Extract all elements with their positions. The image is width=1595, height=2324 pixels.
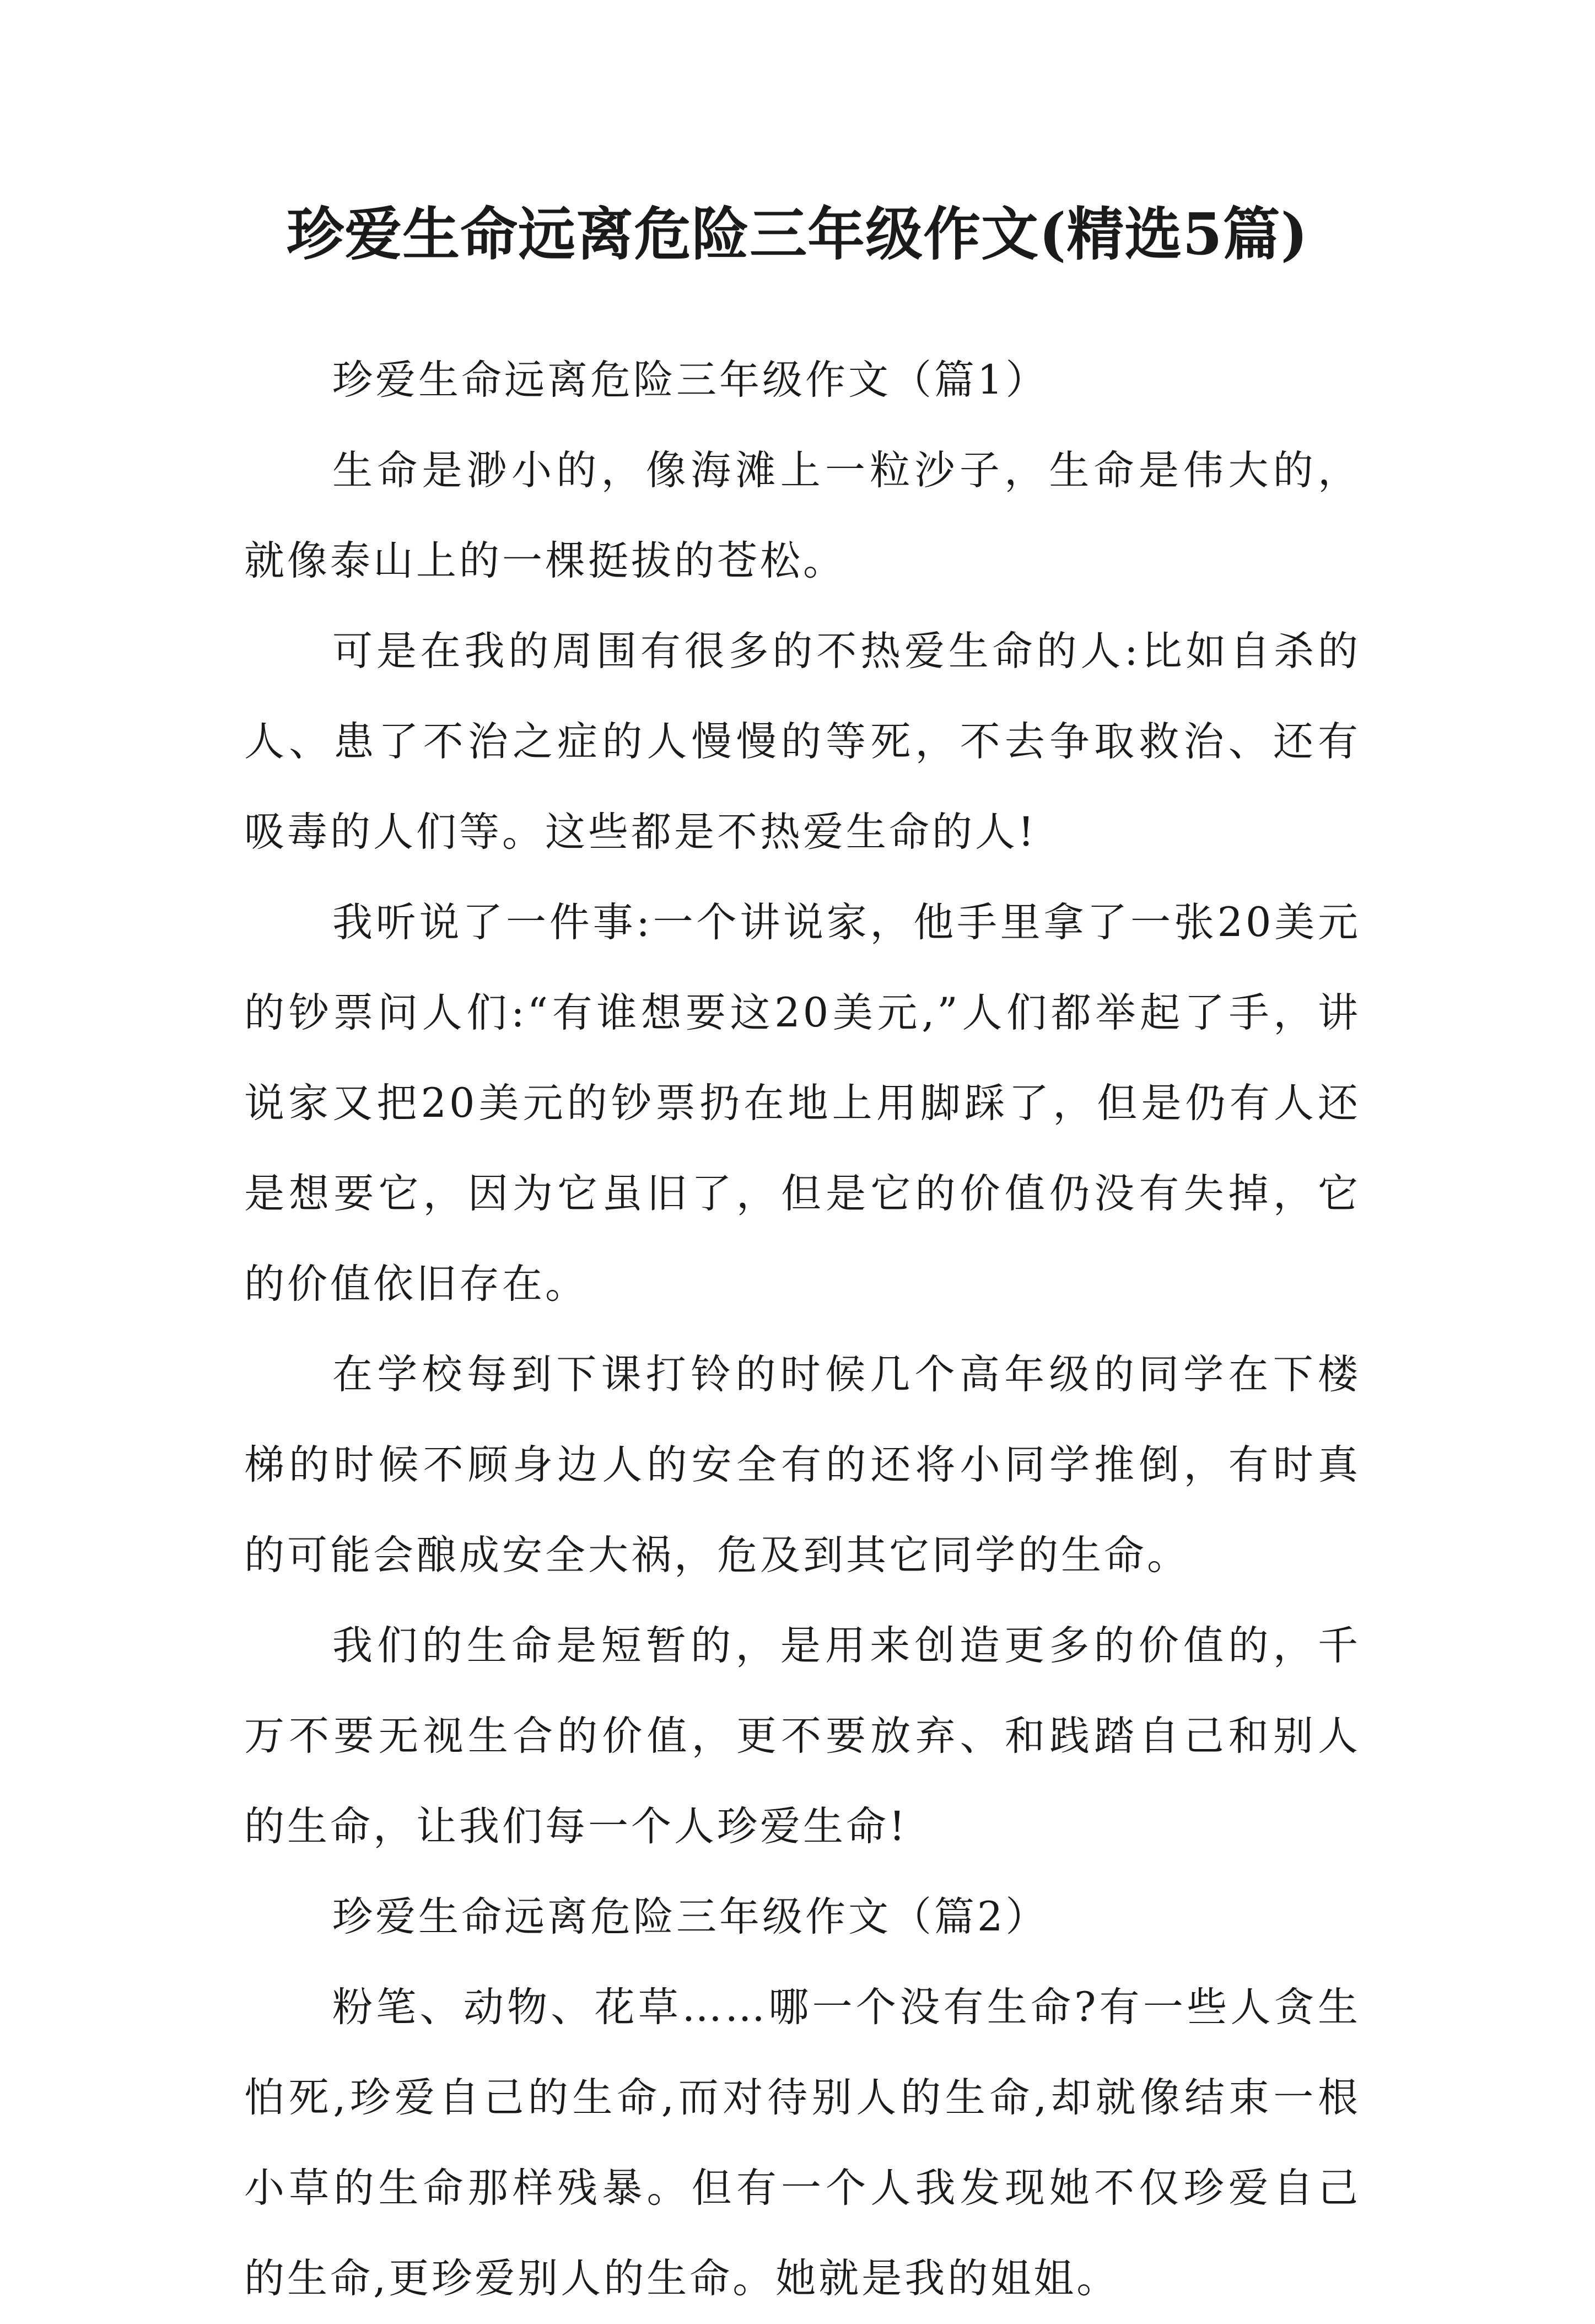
- paragraph: 我听说了一件事:一个讲说家，他手里拿了一张20美元的钞票问人们:“有谁想要这20美元,”人们都举起了手，讲说家又把20美元的钞票扔在地上用脚踩了，但是仍有人还是想要它，因为它虽旧了，但是它的价值仍没有失掉，它的价值依旧存在。: [244, 899, 1361, 1308]
- document-title: 珍爱生命远离危险三年级作文(精选5篇): [287, 200, 1308, 268]
- section-heading: 珍爱生命远离危险三年级作文（篇2）: [332, 1893, 1049, 1940]
- paragraph: 可是在我的周围有很多的不热爱生命的人:比如自杀的人、患了不治之症的人慢慢的等死，不去争取救治、还有吸毒的人们等。这些都是不热爱生命的人!: [244, 628, 1361, 856]
- paragraph: 生命是渺小的，像海滩上一粒沙子，生命是伟大的，就像泰山上的一棵挺拔的苍松。: [244, 447, 1361, 584]
- section-heading: 珍爱生命远离危险三年级作文（篇1）: [332, 357, 1049, 404]
- paragraph: 粉笔、动物、花草……哪一个没有生命?有一些人贪生怕死,珍爱自己的生命,而对待别人的生命,却就像结束一根小草的生命那样残暴。但有一个人我发现她不仅珍爱自己的生命,更珍爱别人的生命。她就是我的姐姐。: [244, 1984, 1361, 2302]
- document-body: [244, 335, 1361, 2324]
- paragraph: 我们的生命是短暂的，是用来创造更多的价值的，千万不要无视生合的价值，更不要放弃、和践踏自己和别人的生命，让我们每一个人珍爱生命!: [244, 1622, 1361, 1850]
- paragraph: 在学校每到下课打铃的时候几个高年级的同学在下楼梯的时候不顾身边人的安全有的还将小同学推倒，有时真的可能会酿成安全大祸，危及到其它同学的生命。: [244, 1351, 1361, 1579]
